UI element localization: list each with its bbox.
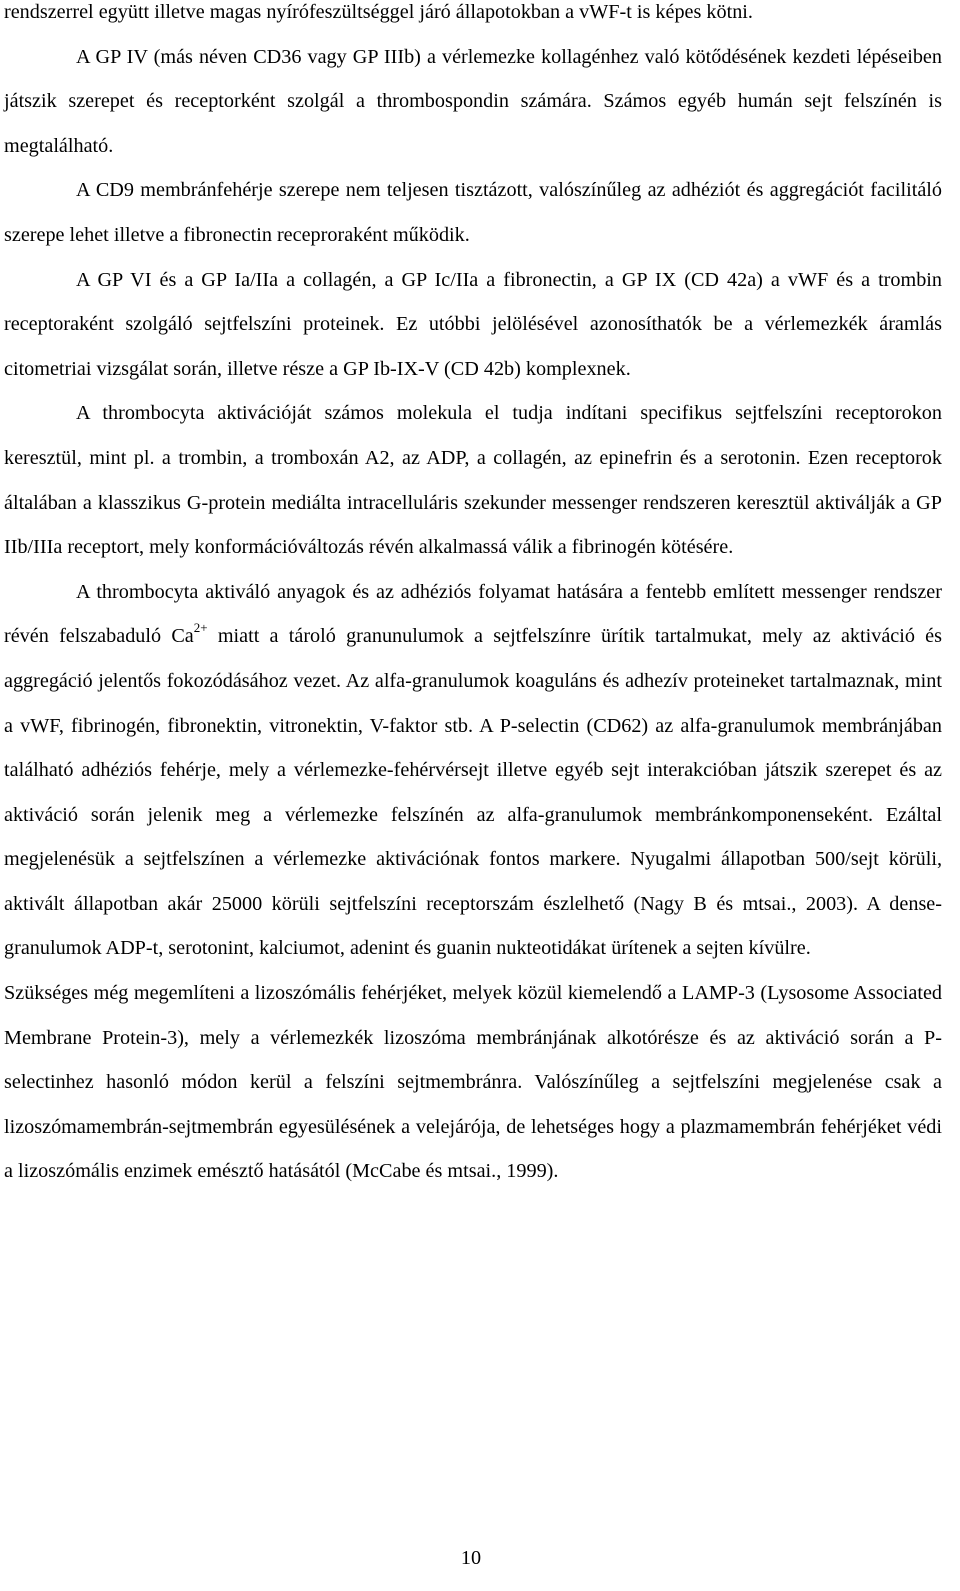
paragraph-gp-iv: A GP IV (más néven CD36 vagy GP IIIb) a vérlemezke kollagénhez való kötődésének kezdeti lépéseiben játszik szerepet és receptorként szolgál a thrombospondin számára. Számos egyéb humán sejt felszínén is megtalálható. xyxy=(4,45,942,157)
paragraph-cd9: A CD9 membránfehérje szerepe nem teljesen tisztázott, valószínűleg az adhéziót és aggregációt facilitáló szerepe lehet illetve a fibronectin receproraként működik. xyxy=(4,179,942,246)
page-number: 10 xyxy=(460,1547,482,1569)
paragraph-thrombocyta-activation: A thrombocyta aktivációját számos molekula el tudja indítani specifikus sejtfelszíni receptorokon keresztül, mint pl. a trombin, a tromboxán A2, az ADP, a collagén, az epinefrin és a serotonin. Ezen receptorok általában a klasszikus G-protein mediálta intracelluláris szekunder messenger rendszeren keresztül aktiválják a GP IIb/IIIa receptort, mely konformációváltozás révén alkalmassá válik a fibrinogén kötésére. xyxy=(4,402,942,559)
calcium-text-after: miatt a tároló granunulumok a sejtfelszínre ürítik tartalmukat, mely az aktiváció és aggregáció jelentős fokozódásához vezet. Az alfa-granulumok koaguláns és adhezív proteineket tartalmaznak, mint a vWF, fibrinogén, fibronektin, vitronektin, V-faktor stb. A P-selectin (CD62) az alfa-granulumok membránjában található adhéziós fehérje, mely a vérlemezke-fehérvérsejt illetve egyéb sejt interakcióban játszik szerepet és az aktiváció során jelenik meg a vérlemezke felszínén az alfa-granulumok membránkomponenseként. Ezáltal megjelenésük a sejtfelszínen a vérlemezke aktivációnak fontos markere. Nyugalmi állapotban 500/sejt körüli, aktivált állapotban akár 25000 körüli sejtfelszíni receptorszám észlelhető (Nagy B és mtsai., 2003). A dense-granulumok ADP-t, serotonint, kalciumot, adenint és guanin nukteotidákat ürítenek a sejten kívülre. xyxy=(4,625,942,960)
calcium-superscript: 2+ xyxy=(193,620,208,636)
paragraph-gp-vi: A GP VI és a GP Ia/IIa a collagén, a GP Ic/IIa a fibronectin, a GP IX (CD 42a) a vWF és a trombin receptoraként szolgáló sejtfelszíni proteinek. Ez utóbbi jelölésével azonosíthatók be a vérlemezkék áramlás citometriai vizsgálat során, illetve része a GP Ib-IX-V (CD 42b) komplexnek. xyxy=(4,268,942,380)
body-text xyxy=(4,0,942,1194)
paragraph-lamp3: Szükséges még megemlíteni a lizoszómális fehérjéket, melyek közül kiemelendő a LAMP-3 (Lysosome Associated Membrane Protein-3), mely a vérlemezkék lizoszóma membránjának alkotórésze és az aktiváció során a P-selectinhez hasonló módon kerül a felszíni sejtmembránra. Valószínűleg a sejtfelszíni megjelenése csak a lizoszómamembrán-sejtmembrán egyesülésének a velejárója, de lehetséges hogy a plazmamembrán fehérjéket védi a lizoszómális enzimek emésztő hatásától (McCabe és mtsai., 1999). xyxy=(4,982,942,1183)
calcium-text-before: A thrombocyta aktiváló anyagok és az adhéziós folyamat hatására a fentebb említett messenger rendszer révén felszabaduló Ca xyxy=(4,580,942,648)
paragraph-calcium-granules xyxy=(4,570,942,971)
paragraph-vwf-continuation: rendszerrel együtt illetve magas nyírófeszültséggel járó állapotokban a vWF-t is képes kötni. xyxy=(4,1,753,23)
